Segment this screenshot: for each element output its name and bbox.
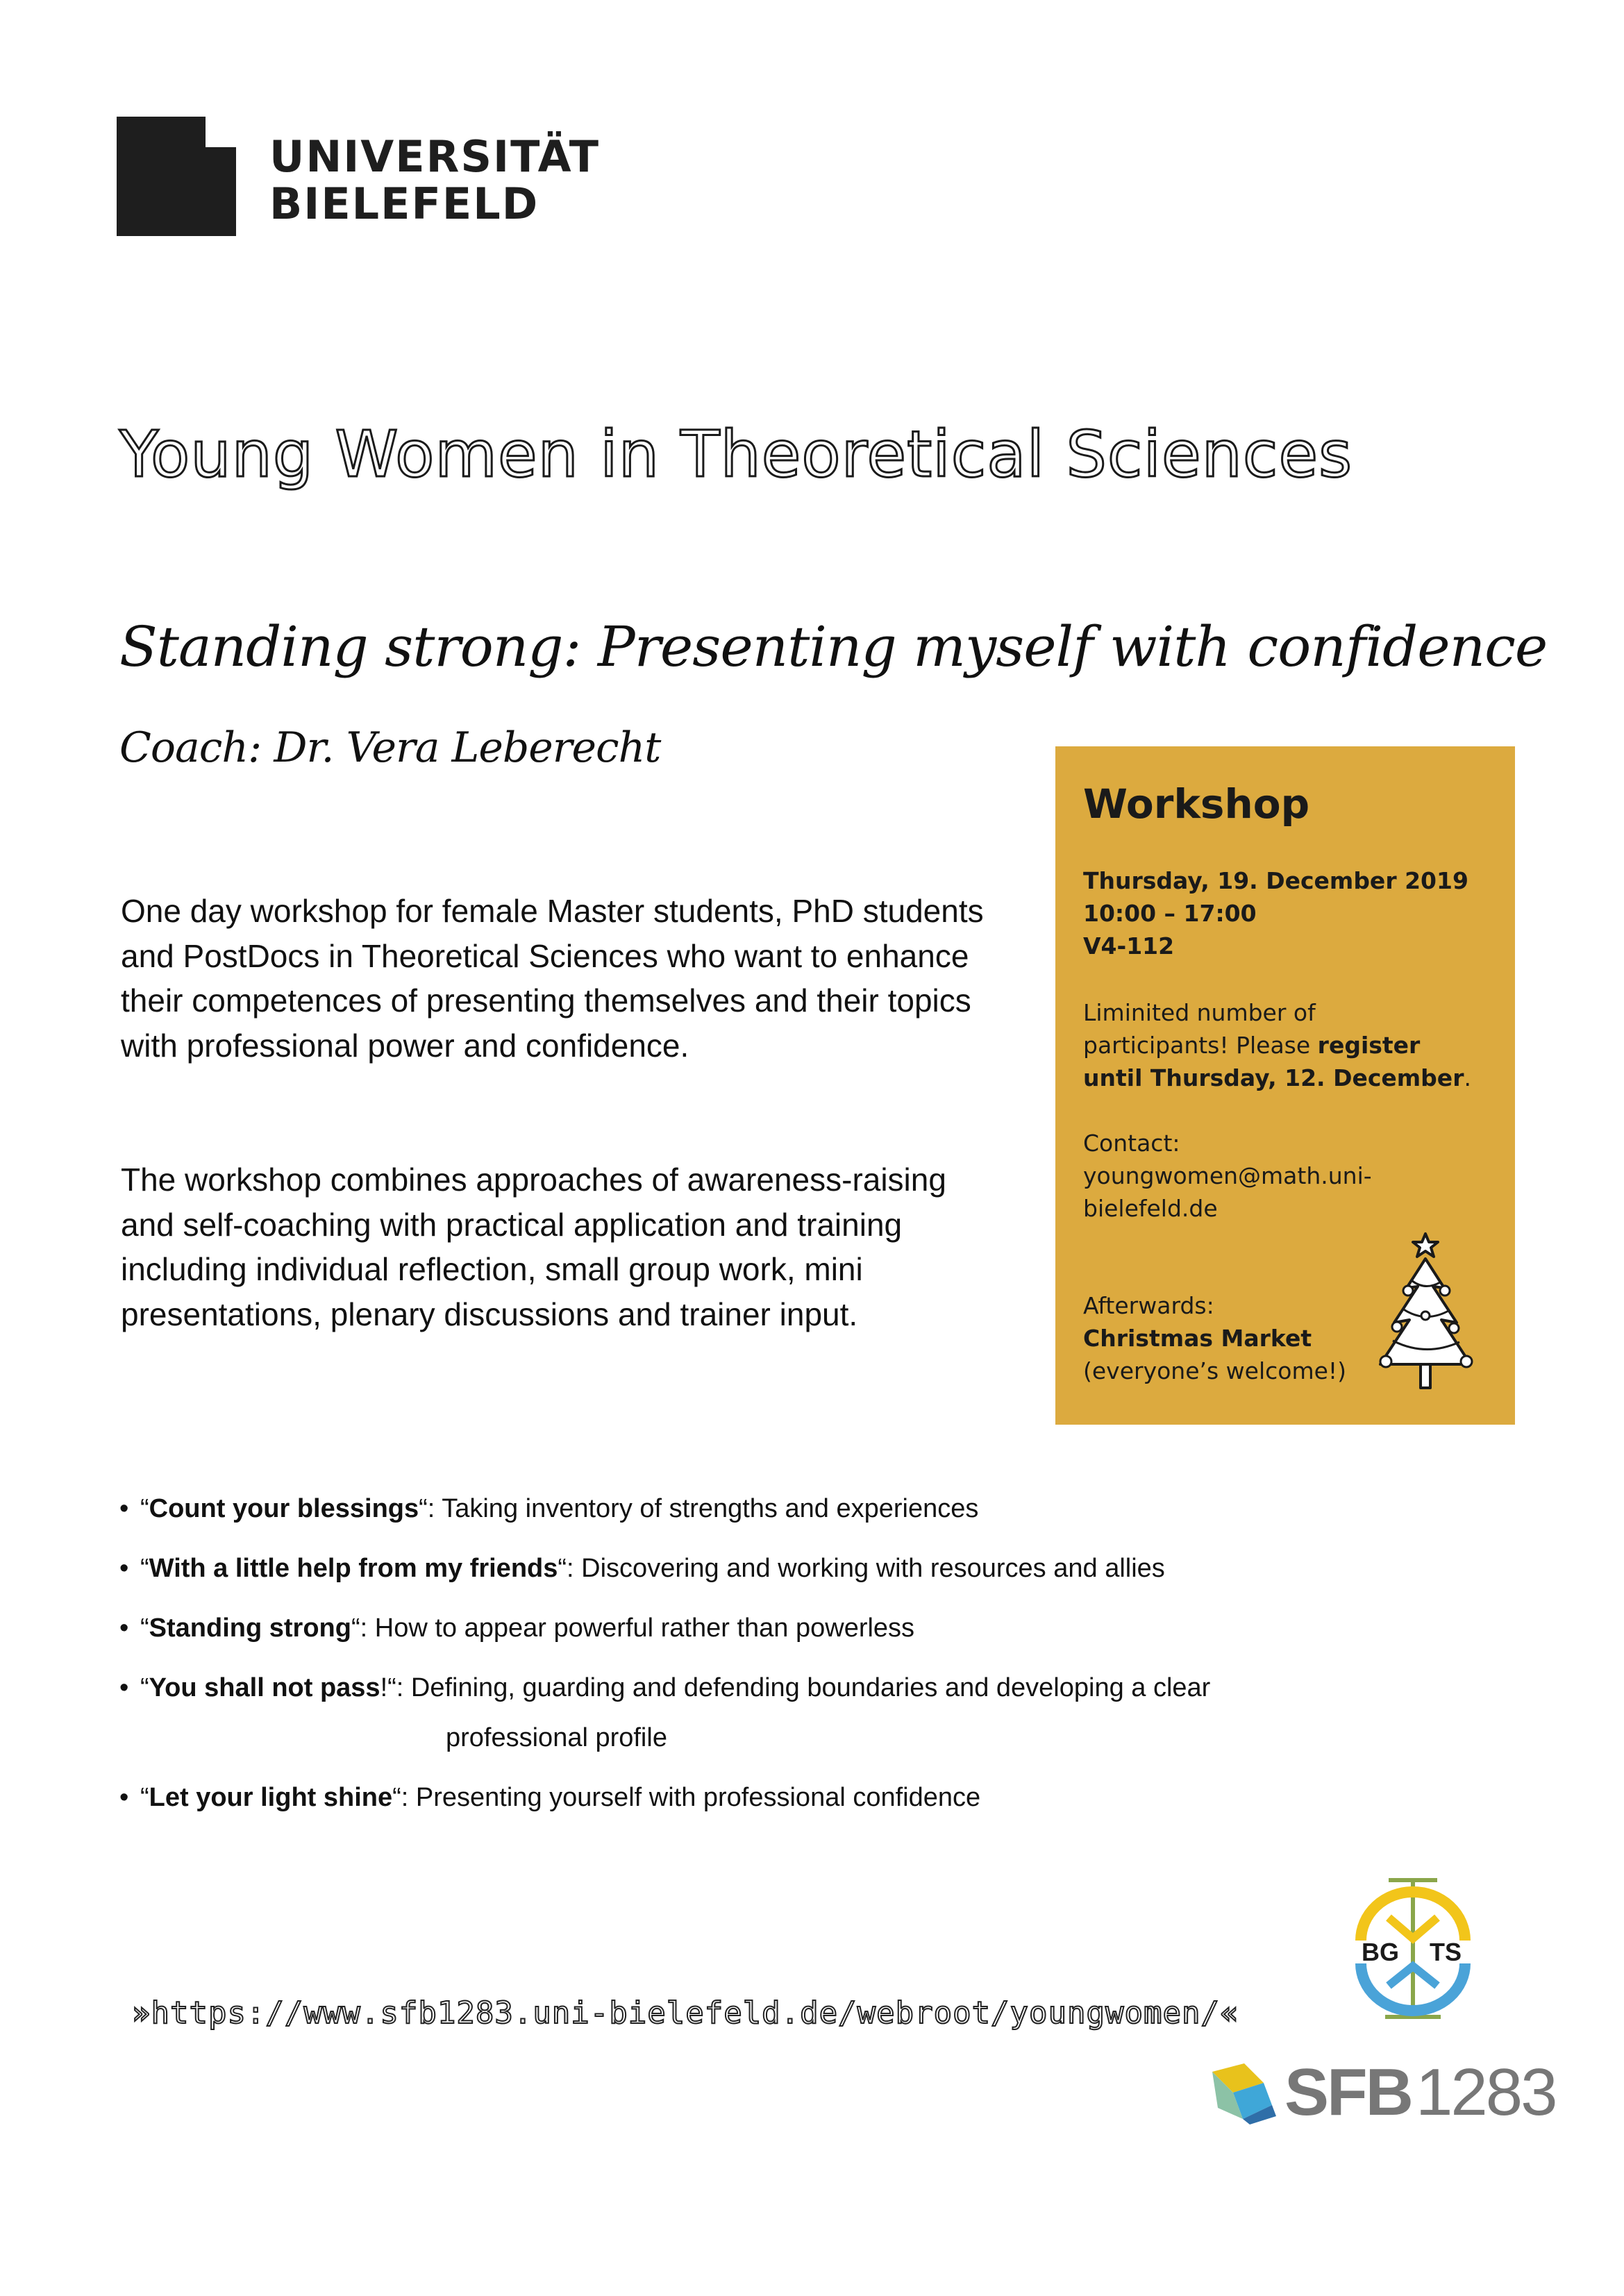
sfb-logo-sfb: SFB — [1284, 2055, 1412, 2129]
module-title: With a little help from my friends — [149, 1554, 558, 1583]
limited-line-1: Liminited number of — [1083, 999, 1316, 1026]
quote-open: “ — [140, 1673, 149, 1702]
limited-line-2 — [1083, 1029, 1420, 1062]
limited-line-3-end: . — [1464, 1064, 1471, 1091]
workshop-room: V4-112 — [1083, 932, 1175, 960]
bullet-marker: • — [119, 1554, 129, 1583]
university-logo-line1: UNIVERSITÄT — [269, 131, 601, 182]
bgts-logo-right: TS — [1429, 1938, 1462, 1966]
sfb-logo-mark — [1208, 2062, 1278, 2125]
intro-paragraph-1: One day workshop for female Master students, PhD students and PostDocs in Theoretical Sciences who want to enhance their competences of presenting themselves and their topics with professional power and confidence. — [121, 893, 984, 1064]
module-description-continued: professional profile — [446, 1723, 667, 1752]
university-logo-mark — [117, 117, 236, 236]
afterwards-event: Christmas Market — [1083, 1325, 1312, 1352]
module-item — [119, 1779, 980, 1816]
quote-close: “: — [351, 1614, 375, 1643]
bullet-marker: • — [119, 1614, 129, 1643]
contact-email-line1[interactable]: youngwomen@math.uni- — [1083, 1162, 1372, 1189]
limited-line-3 — [1083, 1062, 1471, 1094]
bullet-marker: • — [119, 1673, 129, 1702]
bgts-logo — [1347, 1875, 1479, 2020]
christmas-tree-icon — [1366, 1218, 1484, 1427]
module-item — [119, 1490, 978, 1527]
register-label: register — [1317, 1032, 1421, 1059]
workshop-date: Thursday, 19. December 2019 — [1083, 867, 1468, 894]
intro-paragraph-2: The workshop combines approaches of awareness-raising and self-coaching with practical application and training including individual reflection, small group work, mini presentations, plenary discussions and trainer input. — [121, 1162, 946, 1332]
coach-name: Coach: Dr. Vera Leberecht — [119, 723, 661, 772]
module-title: Let your light shine — [149, 1783, 393, 1812]
module-description: Defining, guarding and defending boundaries and developing a clear — [410, 1673, 1211, 1702]
module-description: Taking inventory of strengths and experiences — [442, 1494, 979, 1523]
quote-open: “ — [140, 1614, 149, 1643]
quote-close: “: — [392, 1783, 416, 1812]
bgts-logo-left: BG — [1362, 1938, 1399, 1966]
afterwards-note: (everyone’s welcome!) — [1083, 1357, 1347, 1384]
module-item — [119, 1550, 1165, 1587]
quote-open: “ — [140, 1494, 149, 1523]
module-title: Standing strong — [149, 1614, 351, 1643]
limited-line-2-text: participants! Please — [1083, 1032, 1318, 1059]
workshop-info-box — [1055, 746, 1515, 1425]
sfb-logo-number: 1283 — [1416, 2055, 1556, 2129]
module-item — [119, 1669, 1210, 1759]
contact-email-line2[interactable]: bielefeld.de — [1083, 1195, 1218, 1222]
module-description: How to appear powerful rather than powerless — [374, 1614, 915, 1643]
module-title: Count your blessings — [149, 1494, 419, 1523]
university-logo-line2: BIELEFELD — [269, 178, 539, 229]
workshop-time: 10:00 – 17:00 — [1083, 900, 1257, 927]
bullet-marker: • — [119, 1783, 129, 1812]
module-description: Presenting yourself with professional confidence — [415, 1783, 981, 1812]
module-title: You shall not pass — [149, 1673, 380, 1702]
quote-open: “ — [140, 1783, 149, 1812]
quote-open: “ — [140, 1554, 149, 1583]
workshop-url-link[interactable]: »https://www.sfb1283.uni-bielefeld.de/webroot/youngwomen/« — [132, 1995, 1239, 2031]
workshop-heading: Workshop — [1083, 780, 1310, 828]
module-item — [119, 1609, 914, 1647]
module-description: Discovering and working with resources and allies — [581, 1554, 1165, 1583]
afterwards-label: Afterwards: — [1083, 1292, 1214, 1319]
page-title: Young Women in Theoretical Sciences — [119, 417, 1353, 492]
bullet-marker: • — [119, 1494, 129, 1523]
quote-close: “: — [558, 1554, 582, 1583]
workshop-subtitle: Standing strong: Presenting myself with confidence — [119, 614, 1548, 679]
sfb-logo — [1208, 2055, 1556, 2131]
registration-deadline: until Thursday, 12. December — [1083, 1064, 1464, 1091]
contact-label: Contact: — [1083, 1130, 1180, 1157]
university-logo-text — [269, 133, 600, 228]
quote-close: !“: — [380, 1673, 411, 1702]
quote-close: “: — [419, 1494, 442, 1523]
sfb-logo-text — [1284, 2055, 1556, 2129]
